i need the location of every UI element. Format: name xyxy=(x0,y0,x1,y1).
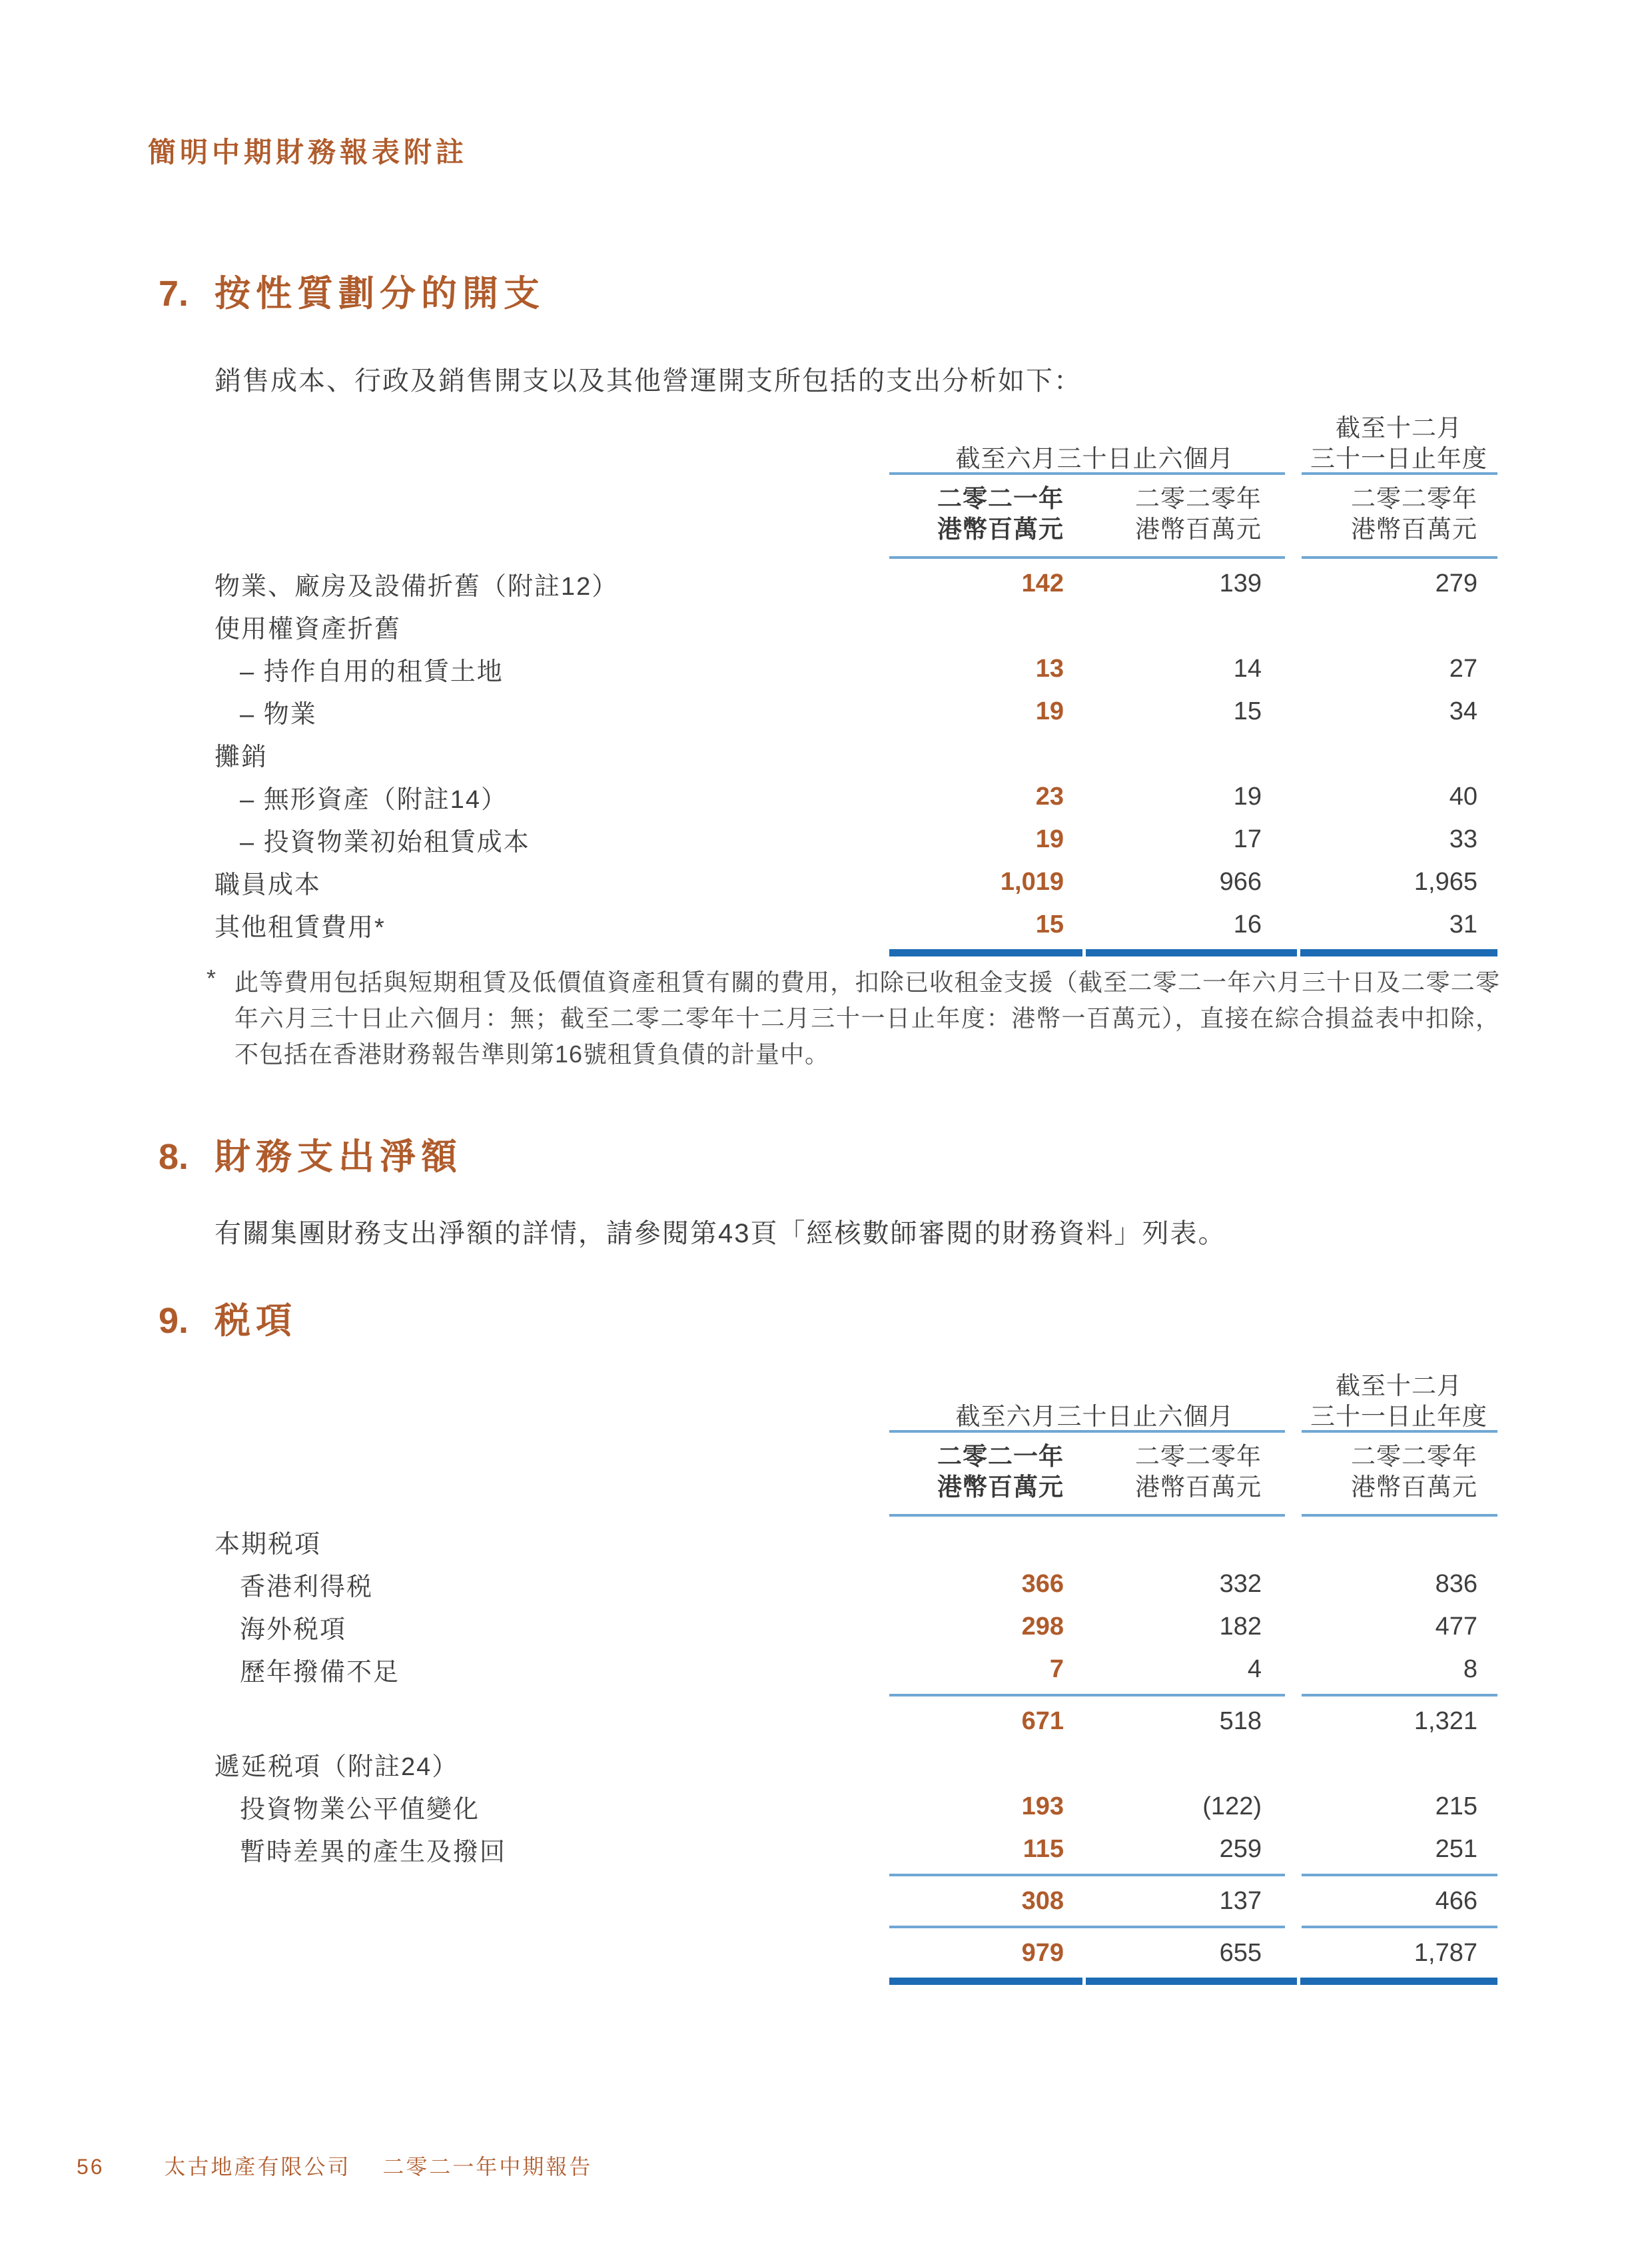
value-col2: 655 xyxy=(1219,1938,1262,1967)
six-months-period-label: 截至六月三十日止六個月 xyxy=(955,445,1234,472)
row-label: 暫時差異的產生及撥回 xyxy=(240,1838,507,1866)
table-rule-thick xyxy=(200,946,1497,959)
rule-segment-annual xyxy=(1302,1926,1497,1928)
table-row xyxy=(200,1700,1497,1742)
table-row xyxy=(200,775,1497,818)
annual-period-label-line2: 三十一日止年度 xyxy=(1310,445,1487,472)
section-8-body: 有關集團財務支出淨額的詳情，請參閱第43頁「經核數師審閱的財務資料」列表。 xyxy=(214,1219,1226,1248)
column-unit: 港幣百萬元 xyxy=(1135,516,1262,543)
value-col2: 17 xyxy=(1233,825,1262,853)
rule-segment-six-months xyxy=(889,1926,1285,1928)
value-col2: 259 xyxy=(1219,1834,1262,1863)
section-8-number: 8. xyxy=(159,1137,189,1177)
value-col3: 1,321 xyxy=(1414,1706,1477,1735)
value-col1: 298 xyxy=(1021,1612,1064,1641)
value-col1: 19 xyxy=(1035,697,1064,725)
value-col3: 466 xyxy=(1435,1886,1477,1915)
column-year: 二零二一年 xyxy=(937,485,1064,512)
rule-segment-col3 xyxy=(1300,1978,1497,1985)
six-months-period-label: 截至六月三十日止六個月 xyxy=(955,1403,1234,1430)
footnote-text: 此等費用包括與短期租賃及低價值資產租賃有關的費用，扣除已收租金支援（截至二零二一年六月三十日及二零二零年六月三十日止六個月：無；截至二零二零年十二月三十一日止年度：港幣一百萬元），直接在綜合損益表中扣除，不包括在香港財務報告準則第16號租賃負債的計量中。 xyxy=(234,968,1500,1068)
value-col3: 1,965 xyxy=(1414,867,1477,896)
row-label: 遞延税項（附註24） xyxy=(214,1752,459,1781)
column-header-3 xyxy=(1300,484,1497,545)
column-header-2 xyxy=(1086,484,1300,545)
table-subheader-row xyxy=(200,1436,1497,1511)
value-col1: 7 xyxy=(1049,1655,1064,1683)
value-col3: 34 xyxy=(1449,697,1477,725)
column-header-1 xyxy=(889,484,1086,545)
value-col3: 40 xyxy=(1449,782,1477,811)
table-row xyxy=(200,647,1497,690)
value-col1: 193 xyxy=(1021,1792,1064,1820)
value-col1: 142 xyxy=(1021,569,1064,597)
table-rule-thick xyxy=(200,1974,1497,1988)
value-col3: 215 xyxy=(1435,1792,1477,1820)
value-col2: (122) xyxy=(1202,1792,1262,1820)
table-rule-thin xyxy=(200,1511,1497,1520)
section-7-number: 7. xyxy=(159,274,189,314)
table-row xyxy=(200,1880,1497,1922)
table-row xyxy=(200,733,1497,775)
row-label: 海外税項 xyxy=(240,1615,347,1644)
value-col2: 137 xyxy=(1219,1886,1262,1915)
row-label: 職員成本 xyxy=(214,871,322,899)
rule-segment-col1 xyxy=(889,1978,1082,1985)
table-row xyxy=(200,861,1497,903)
value-col3: 8 xyxy=(1463,1655,1477,1683)
value-col3: 251 xyxy=(1435,1834,1477,1863)
value-col1: 979 xyxy=(1021,1938,1064,1967)
value-col2: 14 xyxy=(1233,654,1262,683)
rule-segment-six-months xyxy=(889,556,1285,559)
table-header-row-1 xyxy=(200,1365,1497,1399)
table-rule-thin xyxy=(200,1870,1497,1880)
table-row xyxy=(200,1742,1497,1785)
rule-segment-six-months xyxy=(889,1874,1285,1876)
annual-period-label-line1: 截至十二月 xyxy=(1336,414,1462,442)
rule-segment-annual xyxy=(1302,1874,1497,1876)
value-col3: 836 xyxy=(1435,1569,1477,1598)
column-year: 二零二一年 xyxy=(937,1443,1064,1470)
table-row xyxy=(200,1785,1497,1828)
rule-segment-col2 xyxy=(1086,1978,1297,1985)
rule-segment-six-months xyxy=(889,1514,1285,1517)
value-col1: 366 xyxy=(1021,1569,1064,1598)
table-row xyxy=(200,903,1497,946)
rule-segment-six-months xyxy=(889,1430,1285,1433)
column-header-2 xyxy=(1086,1441,1300,1503)
column-unit: 港幣百萬元 xyxy=(1351,516,1477,543)
rule-segment-annual xyxy=(1302,1430,1497,1433)
row-label: 物業、廠房及設備折舊（附註12） xyxy=(214,572,619,601)
annual-period-label-line2: 三十一日止年度 xyxy=(1310,1403,1487,1430)
table-row xyxy=(200,690,1497,733)
table-rule-thin xyxy=(200,1690,1497,1700)
table-header-row-2 xyxy=(200,438,1497,472)
row-label: 攤銷 xyxy=(214,743,268,771)
taxation-table xyxy=(200,1365,1497,1988)
rule-segment-annual xyxy=(1302,1514,1497,1517)
value-col1: 23 xyxy=(1035,782,1064,811)
row-label: 香港利得税 xyxy=(240,1573,374,1601)
value-col1: 308 xyxy=(1021,1886,1064,1915)
value-col1: 115 xyxy=(1023,1834,1064,1863)
value-col2: 19 xyxy=(1233,782,1262,811)
row-label: 使用權資產折舊 xyxy=(214,615,402,643)
table-subheader-row xyxy=(200,478,1497,553)
value-col2: 332 xyxy=(1219,1569,1262,1598)
column-unit: 港幣百萬元 xyxy=(937,516,1064,543)
value-col3: 279 xyxy=(1435,569,1477,597)
value-col2: 4 xyxy=(1247,1655,1262,1683)
value-col1: 19 xyxy=(1035,825,1064,853)
table-rule-thin xyxy=(200,553,1497,562)
value-col3: 33 xyxy=(1449,825,1477,853)
column-year: 二零二零年 xyxy=(1351,1443,1477,1470)
table-row xyxy=(200,1932,1497,1974)
rule-segment-six-months xyxy=(889,1694,1285,1696)
row-label: – 投資物業初始租賃成本 xyxy=(240,828,530,857)
section-7-intro: 銷售成本、行政及銷售開支以及其他營運開支所包括的支出分析如下： xyxy=(214,366,1082,396)
row-label: – 無形資產（附註14） xyxy=(240,785,508,814)
expenses-by-nature-table xyxy=(200,408,1497,959)
rule-segment-col3 xyxy=(1300,949,1497,956)
value-col1: 15 xyxy=(1035,910,1064,938)
value-col2: 16 xyxy=(1233,910,1262,938)
row-label: – 持作自用的租賃土地 xyxy=(240,657,504,686)
table-row xyxy=(200,1520,1497,1563)
value-col3: 477 xyxy=(1435,1612,1477,1641)
rule-segment-annual xyxy=(1302,472,1497,475)
rule-segment-col2 xyxy=(1086,949,1297,956)
page-header: 簡明中期財務報表附註 xyxy=(148,137,468,168)
value-col2: 182 xyxy=(1219,1612,1262,1641)
value-col3: 27 xyxy=(1449,654,1477,683)
row-label: 歷年撥備不足 xyxy=(240,1658,400,1686)
table-row xyxy=(200,562,1497,605)
section-9-number: 9. xyxy=(159,1301,189,1341)
column-year: 二零二零年 xyxy=(1135,485,1262,512)
rule-segment-six-months xyxy=(889,472,1285,475)
section-7-title: 按性質劃分的開支 xyxy=(214,274,545,314)
footer-report-title: 二零二一年中期報告 xyxy=(382,2155,593,2179)
footnote xyxy=(206,964,1500,1072)
footnote-marker: * xyxy=(206,964,216,992)
column-year: 二零二零年 xyxy=(1135,1443,1262,1470)
value-col3: 1,787 xyxy=(1414,1938,1477,1967)
section-9-title: 税項 xyxy=(214,1301,297,1341)
rule-segment-annual xyxy=(1302,556,1497,559)
table-row xyxy=(200,1648,1497,1690)
section-9-heading xyxy=(159,1292,297,1343)
page-number: 56 xyxy=(77,2155,105,2179)
row-label: – 物業 xyxy=(240,700,317,729)
annual-period-label-line1: 截至十二月 xyxy=(1336,1372,1462,1399)
table-header-row-1 xyxy=(200,408,1497,442)
footer-company-name: 太古地產有限公司 xyxy=(164,2155,351,2179)
value-col1: 13 xyxy=(1035,654,1064,683)
column-header-1 xyxy=(889,1441,1086,1503)
value-col1: 671 xyxy=(1021,1706,1064,1735)
column-unit: 港幣百萬元 xyxy=(1351,1473,1477,1501)
table-row xyxy=(200,605,1497,647)
table-row xyxy=(200,1605,1497,1648)
row-label: 本期税項 xyxy=(214,1530,322,1559)
value-col2: 15 xyxy=(1233,697,1262,725)
value-col1: 1,019 xyxy=(1000,867,1064,896)
value-col2: 518 xyxy=(1219,1706,1262,1735)
row-label: 投資物業公平值變化 xyxy=(240,1795,480,1824)
column-unit: 港幣百萬元 xyxy=(937,1473,1064,1501)
table-row xyxy=(200,1563,1497,1605)
value-col2: 139 xyxy=(1219,569,1262,597)
section-8-heading xyxy=(159,1128,462,1180)
table-row xyxy=(200,1828,1497,1870)
section-8-title: 財務支出淨額 xyxy=(214,1137,462,1177)
rule-segment-col1 xyxy=(889,949,1082,956)
value-col2: 966 xyxy=(1219,867,1262,896)
page-footer xyxy=(77,2150,592,2181)
column-year: 二零二零年 xyxy=(1351,485,1477,512)
table-rule-thin xyxy=(200,1922,1497,1932)
column-unit: 港幣百萬元 xyxy=(1135,1473,1262,1501)
rule-segment-annual xyxy=(1302,1694,1497,1696)
row-label: 其他租賃費用* xyxy=(214,913,386,942)
column-header-3 xyxy=(1300,1441,1497,1503)
value-col3: 31 xyxy=(1449,910,1477,938)
section-7-heading xyxy=(159,265,545,316)
table-header-row-2 xyxy=(200,1396,1497,1430)
table-row xyxy=(200,818,1497,861)
